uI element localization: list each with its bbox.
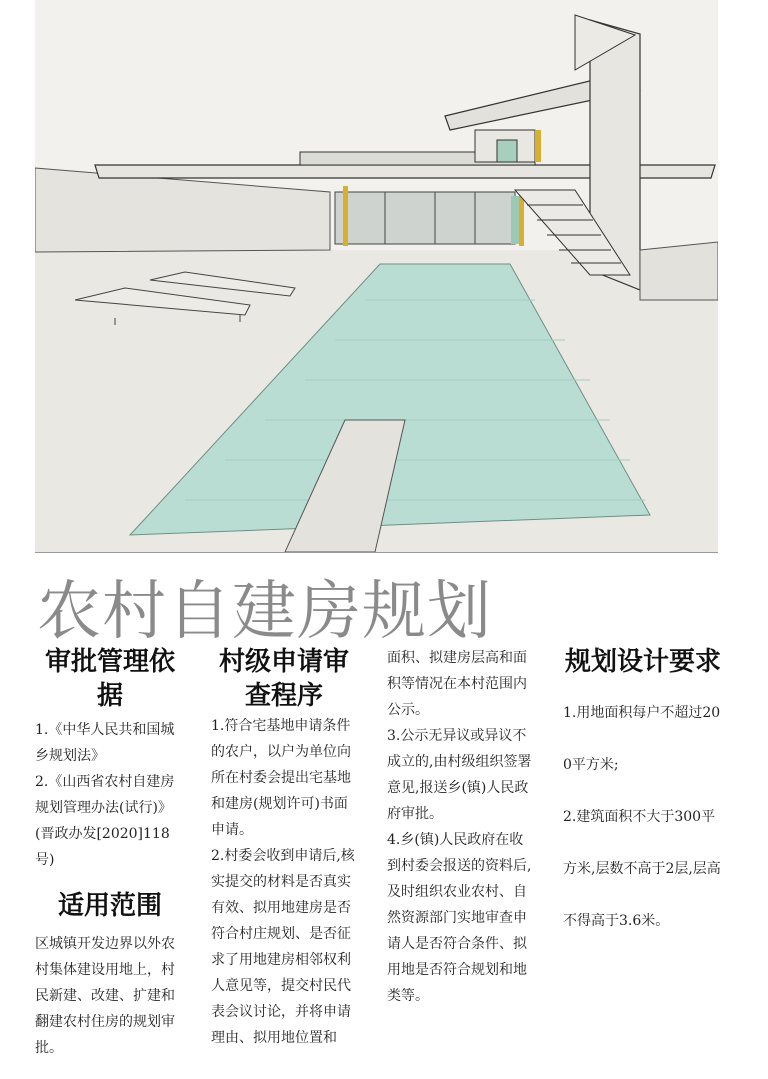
scope-text: 区城镇开发边界以外农村集体建设用地上，村民新建、改建、扩建和翻建农村住房的规划审批。 <box>35 936 175 1056</box>
procedure-step-3: 3.公示无异议或异议不成立的,由村级组织签署意见,报送乡(镇)人民政府审批。 <box>387 728 532 822</box>
requirement-item-2: 2.建筑面积不大于300平方米,层数不高于2层,层高不得高于3.6米。 <box>563 809 721 929</box>
requirement-item-1: 1.用地面积每户不超过200平方米; <box>563 705 721 773</box>
procedure-step-1: 1.符合宅基地申请条件的农户，以户为单位向所在村委会提出宅基地和建房(规划许可)书面申请。 <box>211 718 351 838</box>
requirements-heading: 规划设计要求 <box>564 647 721 677</box>
basis-item-1: 1.《中华人民共和国城乡规划法》 <box>35 722 175 764</box>
procedure-step-2-continued: 面积、拟建房层高和面积等情况在本村范围内公示。 <box>387 650 527 718</box>
title-divider <box>35 552 718 553</box>
scope-heading: 适用范围 <box>57 891 162 921</box>
hero-illustration <box>35 0 718 552</box>
page-title: 农村自建房规划 <box>37 575 492 649</box>
basis-item-2: 2.《山西省农村自建房规划管理办法(试行)》(晋政办发[2020]118号) <box>35 774 175 868</box>
column-procedure <box>211 645 357 1051</box>
basis-heading: 审批管理依据 <box>44 647 175 711</box>
column-requirements <box>563 645 723 947</box>
procedure-step-2: 2.村委会收到申请后,核实提交的材料是否真实有效、拟用地建房是否符合村庄规划、是否征求了用地建房相邻权利人意见等，提交村民代表会议讨论，并将申请理由、拟用地位置和 <box>211 848 355 1046</box>
procedure-heading: 村级申请审查程序 <box>218 647 349 711</box>
procedure-step-4: 4.乡(镇)人民政府在收到村委会报送的资料后,及时组织农业农村、自然资源部门实地审查申请人是否符合条件、拟用地是否符合规划和地类等。 <box>387 832 532 1004</box>
column-procedure-continued <box>387 645 533 1009</box>
column-basis <box>35 645 185 1061</box>
